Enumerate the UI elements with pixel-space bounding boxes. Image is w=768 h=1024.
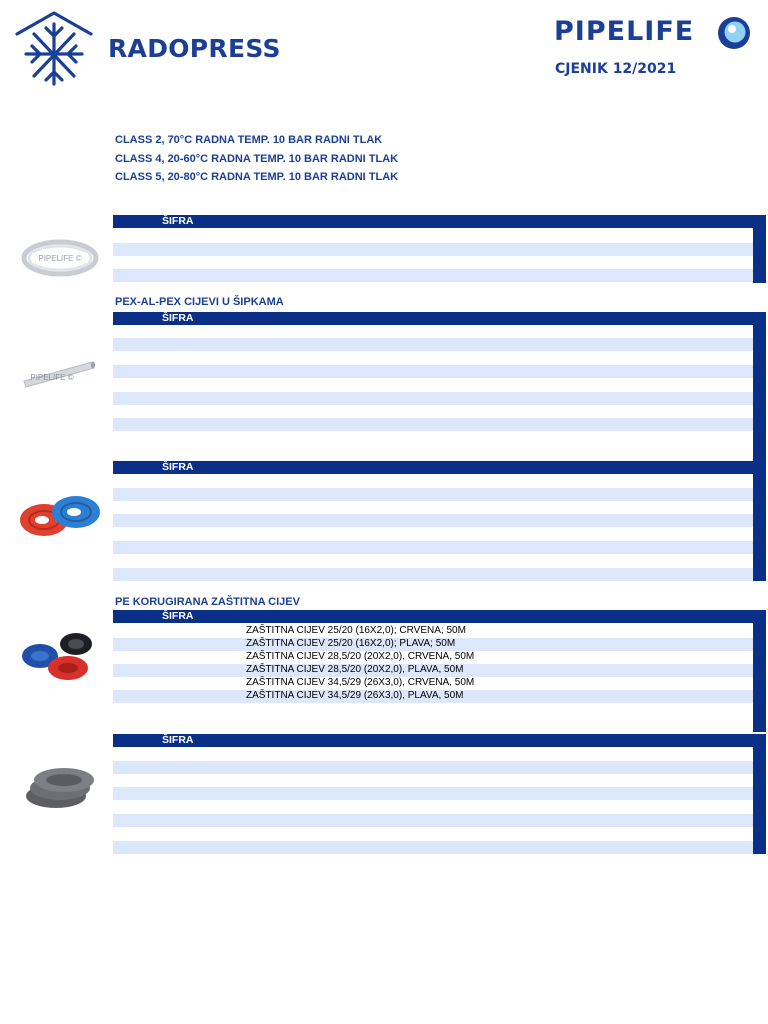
table-row-text: ZAŠTITNA CIJEV 34,5/29 (26X3,0), CRVENA, 50M [246, 677, 475, 688]
svg-text:PIPELIFE ©: PIPELIFE © [38, 254, 82, 263]
corrugated-pipe-coils-image [18, 626, 102, 684]
table-row-text: ZAŠTITNA CIJEV 25/20 (16X2,0); PLAVA; 50M [246, 638, 456, 649]
table-row [113, 761, 753, 774]
section-title: PEX-AL-PEX CIJEVI U ŠIPKAMA [115, 296, 284, 308]
column-header-sifra: ŠIFRA [162, 461, 194, 473]
section-title: PE KORUGIRANA ZAŠTITNA CIJEV [115, 596, 300, 608]
table-block [113, 461, 766, 581]
table-row [113, 541, 753, 554]
table-block [113, 312, 766, 462]
table-side-bar [753, 747, 766, 854]
table-row [113, 514, 753, 527]
table-row [113, 488, 753, 501]
table-side-bar [753, 623, 766, 732]
pipe-bar-image [18, 345, 102, 405]
table-row [113, 814, 753, 827]
svg-text:PIPELIFE ©: PIPELIFE © [30, 373, 74, 382]
column-header-sifra: ŠIFRA [162, 215, 194, 227]
table-side-bar [753, 325, 766, 462]
brand-pipelife: PIPELIFE [554, 16, 695, 47]
table-row-text: ZAŠTITNA CIJEV 28,5/20 (20X2,0), PLAVA, 50M [246, 664, 464, 675]
brand-radopress: RADOPRESS [108, 34, 281, 63]
table-block [113, 215, 766, 283]
table-row [113, 392, 753, 405]
table-header [113, 734, 766, 747]
table-row [113, 418, 753, 431]
table-side-bar [753, 228, 766, 283]
tape-rolls-image [18, 760, 102, 812]
table-row-text: ZAŠTITNA CIJEV 28,5/20 (20X2,0), CRVENA, 50M [246, 651, 475, 662]
column-header-sifra: ŠIFRA [162, 734, 194, 746]
table-block [113, 734, 766, 854]
table-block [113, 610, 766, 732]
table-row-text: ZAŠTITNA CIJEV 34,5/29 (26X3,0), PLAVA, 50M [246, 690, 464, 701]
column-header-sifra: ŠIFRA [162, 312, 194, 324]
table-side-bar [753, 474, 766, 581]
table-row [113, 841, 753, 854]
pipelife-drop-logo-icon [717, 16, 751, 50]
table-row [113, 269, 753, 282]
snowflake-house-logo-icon [14, 10, 94, 86]
table-row [113, 365, 753, 378]
table-row-text: ZAŠTITNA CIJEV 25/20 (16X2,0); CRVENA; 50M [246, 625, 466, 636]
column-header-sifra: ŠIFRA [162, 610, 194, 622]
table-header [113, 610, 766, 623]
table-header [113, 215, 766, 228]
table-row [113, 568, 753, 581]
table-header [113, 461, 766, 474]
class-line: CLASS 2, 70°C RADNA TEMP. 10 BAR RADNI TLAK [115, 134, 383, 146]
table-row [113, 243, 753, 256]
class-line: CLASS 5, 20-80°C RADNA TEMP. 10 BAR RADNI TLAK [115, 171, 399, 183]
insulated-pipe-coils-image [18, 488, 102, 544]
table-row [113, 338, 753, 351]
class-line: CLASS 4, 20-60°C RADNA TEMP. 10 BAR RADNI TLAK [115, 153, 399, 165]
table-header [113, 312, 766, 325]
table-row [113, 787, 753, 800]
pipe-coil-image [18, 228, 102, 288]
price-list-date: CJENIK 12/2021 [555, 61, 677, 77]
